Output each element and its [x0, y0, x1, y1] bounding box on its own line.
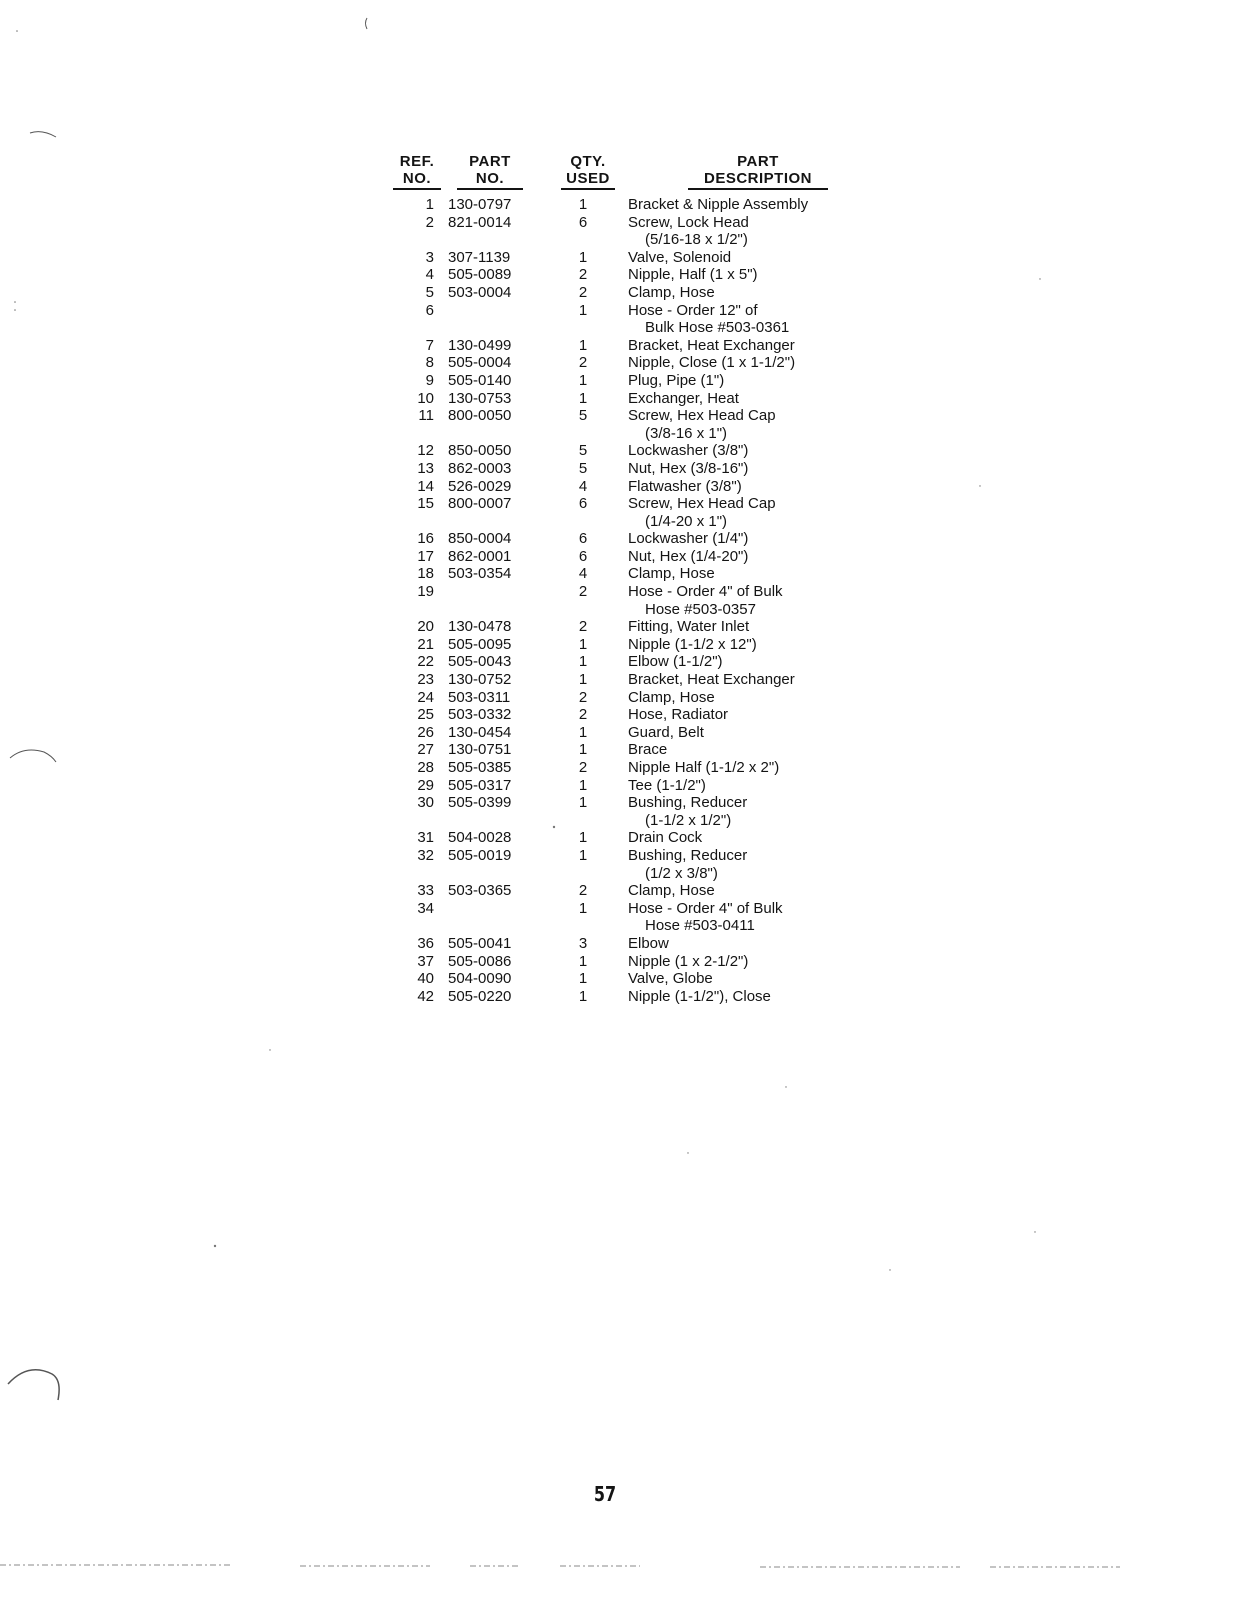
ref-no-cell: 18	[417, 565, 434, 583]
qty-used-cell: 1	[578, 987, 588, 1005]
qty-used-cell: 2	[578, 706, 588, 724]
ref-no-cell: 28	[417, 759, 434, 776]
qty-used-cell: 6	[578, 547, 588, 565]
description-cell: Bracket, Heat Exchanger	[628, 671, 795, 689]
part-no-cell: 503-0365	[448, 882, 512, 900]
part-no-cell: 505-0086	[448, 952, 512, 970]
description-cell: Nipple (1-1/2 x 12")	[628, 635, 757, 653]
description-cell: Bracket, Heat Exchanger	[628, 336, 795, 354]
description-cell: Exchanger, Heat	[628, 389, 739, 407]
table-row	[0, 988, 1252, 1006]
part-no-cell: 850-0004	[448, 530, 512, 548]
part-no-cell: 800-0007	[448, 495, 512, 513]
table-row	[0, 970, 1252, 988]
description-cell: Guard, Belt	[628, 723, 704, 741]
ref-no-cell: 31	[417, 829, 434, 847]
ref-no-cell: 16	[417, 530, 434, 548]
part-no-cell: 130-0752	[448, 671, 512, 689]
ref-no-cell: 6	[425, 301, 434, 319]
ref-no-cell: 19	[417, 583, 434, 601]
header-ref-no	[393, 153, 441, 190]
ref-no-cell: 2	[425, 213, 434, 231]
qty-used-cell: 2	[578, 354, 588, 372]
table-row	[0, 900, 1252, 935]
part-no-cell: 505-0385	[448, 759, 512, 776]
qty-used-cell: 1	[578, 336, 588, 354]
qty-used-cell: 1	[578, 899, 588, 917]
qty-used-cell: 2	[578, 283, 588, 301]
qty-used-cell: 1	[578, 653, 588, 671]
description-cell: Hose - Order 4" of Bulk	[628, 899, 783, 917]
table-row	[0, 829, 1252, 847]
ref-no-cell: 4	[425, 266, 434, 284]
ref-no-cell: 23	[417, 671, 434, 689]
header-ref-line2: NO.	[393, 170, 441, 190]
qty-used-cell: 5	[578, 459, 588, 477]
description-cell: Nipple, Half (1 x 5")	[628, 266, 758, 284]
description-continuation: Hose #503-0411	[645, 917, 755, 935]
ref-no-cell: 20	[417, 618, 434, 636]
table-row	[0, 794, 1252, 829]
description-cell: Flatwasher (3/8")	[628, 477, 742, 495]
part-no-cell: 800-0050	[448, 407, 512, 425]
header-qty-used	[561, 153, 615, 190]
header-desc-line2: DESCRIPTION	[688, 170, 828, 190]
description-cell: Elbow (1-1/2")	[628, 653, 723, 671]
ref-no-cell: 29	[417, 776, 434, 794]
description-cell: Screw, Lock Head	[628, 213, 749, 231]
ref-no-cell: 42	[417, 987, 434, 1005]
description-cell: Clamp, Hose	[628, 565, 715, 583]
table-row	[0, 653, 1252, 671]
qty-used-cell: 1	[578, 196, 588, 213]
ref-no-cell: 36	[417, 934, 434, 952]
table-row	[0, 953, 1252, 971]
table-row	[0, 354, 1252, 372]
header-qty-line2: USED	[561, 170, 615, 190]
ref-no-cell: 7	[425, 336, 434, 354]
table-row	[0, 214, 1252, 249]
qty-used-cell: 1	[578, 794, 588, 812]
qty-used-cell: 6	[578, 495, 588, 513]
ref-no-cell: 13	[417, 459, 434, 477]
description-cell: Elbow	[628, 934, 669, 952]
table-row	[0, 882, 1252, 900]
ref-no-cell: 11	[418, 407, 434, 425]
description-cell: Clamp, Hose	[628, 283, 715, 301]
description-cell: Valve, Solenoid	[628, 248, 732, 266]
qty-used-cell: 1	[578, 741, 588, 759]
table-row	[0, 390, 1252, 408]
ref-no-cell: 40	[417, 970, 434, 988]
ref-no-cell: 25	[417, 706, 434, 724]
part-no-cell: 850-0050	[448, 442, 512, 460]
table-row	[0, 706, 1252, 724]
header-part-line1: PART	[469, 153, 511, 170]
description-cell: Nut, Hex (1/4-20")	[628, 547, 749, 565]
qty-used-cell: 2	[578, 759, 588, 776]
description-cell: Hose - Order 4" of Bulk	[628, 583, 783, 601]
description-continuation: (1-1/2 x 1/2")	[645, 811, 732, 829]
description-continuation: (5/16-18 x 1/2")	[645, 231, 748, 249]
qty-used-cell: 2	[578, 266, 588, 284]
qty-used-cell: 1	[578, 389, 588, 407]
part-no-cell: 307-1139	[448, 248, 511, 266]
ref-no-cell: 1	[425, 196, 434, 213]
description-cell: Bushing, Reducer	[628, 846, 748, 864]
table-row	[0, 495, 1252, 530]
header-part-line2: NO.	[457, 170, 523, 190]
table-row	[0, 266, 1252, 284]
description-cell: Nipple (1 x 2-1/2")	[628, 952, 749, 970]
table-row	[0, 249, 1252, 267]
ref-no-cell: 9	[425, 371, 434, 389]
qty-used-cell: 1	[578, 970, 588, 988]
part-no-cell: 505-0095	[448, 635, 512, 653]
ref-no-cell: 26	[417, 723, 434, 741]
description-cell: Bracket & Nipple Assembly	[628, 196, 809, 213]
page-number: 57	[593, 1482, 617, 1506]
table-row	[0, 372, 1252, 390]
table-row	[0, 302, 1252, 337]
qty-used-cell: 4	[578, 477, 588, 495]
ref-no-cell: 14	[417, 477, 434, 495]
description-cell: Screw, Hex Head Cap	[628, 407, 776, 425]
table-row	[0, 442, 1252, 460]
ref-no-cell: 30	[417, 794, 434, 812]
description-cell: Screw, Hex Head Cap	[628, 495, 776, 513]
description-cell: Nipple Half (1-1/2 x 2")	[628, 759, 780, 776]
description-cell: Bushing, Reducer	[628, 794, 748, 812]
description-continuation: Bulk Hose #503-0361	[645, 319, 790, 337]
part-no-cell: 130-0454	[448, 723, 512, 741]
qty-used-cell: 3	[578, 934, 588, 952]
description-continuation: (1/4-20 x 1")	[645, 512, 728, 530]
table-row	[0, 284, 1252, 302]
part-no-cell: 130-0753	[448, 389, 512, 407]
table-row	[0, 724, 1252, 742]
qty-used-cell: 5	[578, 442, 588, 460]
qty-used-cell: 4	[578, 565, 588, 583]
part-no-cell: 504-0028	[448, 829, 512, 847]
description-cell: Hose - Order 12" of	[628, 301, 758, 319]
part-no-cell: 503-0354	[448, 565, 512, 583]
qty-used-cell: 6	[578, 213, 588, 231]
header-part-description	[688, 153, 828, 190]
part-no-cell: 503-0004	[448, 283, 512, 301]
description-cell: Nipple (1-1/2"), Close	[628, 987, 771, 1005]
qty-used-cell: 2	[578, 882, 588, 900]
part-no-cell: 503-0332	[448, 706, 512, 724]
qty-used-cell: 2	[578, 688, 588, 706]
part-no-cell: 505-0019	[448, 846, 512, 864]
ref-no-cell: 27	[417, 741, 434, 759]
table-row	[0, 618, 1252, 636]
part-no-cell: 504-0090	[448, 970, 512, 988]
part-no-cell: 505-0043	[448, 653, 512, 671]
ref-no-cell: 34	[417, 899, 434, 917]
table-row	[0, 583, 1252, 618]
table-row	[0, 407, 1252, 442]
qty-used-cell: 1	[578, 723, 588, 741]
description-continuation: (3/8-16 x 1")	[645, 424, 728, 442]
part-no-cell: 505-0220	[448, 987, 512, 1005]
table-row	[0, 478, 1252, 496]
table-row	[0, 741, 1252, 759]
table-row	[0, 337, 1252, 355]
description-cell: Fitting, Water Inlet	[628, 618, 750, 636]
qty-used-cell: 1	[578, 248, 588, 266]
ref-no-cell: 24	[417, 688, 434, 706]
ref-no-cell: 5	[425, 283, 434, 301]
qty-used-cell: 1	[578, 671, 588, 689]
part-no-cell: 862-0001	[448, 547, 512, 565]
ref-no-cell: 37	[417, 952, 434, 970]
header-desc-line1: PART	[737, 153, 779, 170]
ref-no-cell: 15	[417, 495, 434, 513]
qty-used-cell: 1	[578, 371, 588, 389]
table-row	[0, 530, 1252, 548]
qty-used-cell: 5	[578, 407, 588, 425]
part-no-cell: 130-0751	[448, 741, 512, 759]
ref-no-cell: 3	[425, 248, 434, 266]
header-qty-line1: QTY.	[570, 153, 606, 170]
description-cell: Drain Cock	[628, 829, 703, 847]
header-ref-line1: REF.	[399, 153, 435, 170]
part-no-cell: 130-0797	[448, 196, 512, 213]
table-row	[0, 689, 1252, 707]
description-cell: Clamp, Hose	[628, 882, 715, 900]
part-no-cell: 505-0089	[448, 266, 512, 284]
ref-no-cell: 21	[417, 635, 434, 653]
table-row	[0, 460, 1252, 478]
table-row	[0, 548, 1252, 566]
description-cell: Tee (1-1/2")	[628, 776, 706, 794]
part-no-cell: 505-0140	[448, 371, 512, 389]
part-no-cell: 505-0399	[448, 794, 512, 812]
table-row	[0, 935, 1252, 953]
ref-no-cell: 22	[417, 653, 434, 671]
table-row	[0, 196, 1252, 214]
description-cell: Hose, Radiator	[628, 706, 729, 724]
description-cell: Nut, Hex (3/8-16")	[628, 459, 749, 477]
qty-used-cell: 2	[578, 618, 588, 636]
part-no-cell: 505-0317	[448, 776, 512, 794]
table-row	[0, 565, 1252, 583]
ref-no-cell: 33	[417, 882, 434, 900]
ref-no-cell: 8	[425, 354, 434, 372]
description-continuation: Hose #503-0357	[645, 600, 756, 618]
part-no-cell: 821-0014	[448, 213, 512, 231]
table-row	[0, 759, 1252, 777]
table-row	[0, 847, 1252, 882]
description-cell: Lockwasher (3/8")	[628, 442, 749, 460]
table-row	[0, 777, 1252, 795]
qty-used-cell: 1	[578, 776, 588, 794]
qty-used-cell: 1	[578, 635, 588, 653]
qty-used-cell: 6	[578, 530, 588, 548]
part-no-cell: 503-0311	[448, 688, 511, 706]
table-row	[0, 671, 1252, 689]
header-part-no	[457, 153, 523, 190]
part-no-cell: 526-0029	[448, 477, 512, 495]
description-cell: Plug, Pipe (1")	[628, 371, 725, 389]
part-no-cell: 505-0004	[448, 354, 512, 372]
description-cell: Valve, Globe	[628, 970, 713, 988]
description-cell: Lockwasher (1/4")	[628, 530, 749, 548]
ref-no-cell: 17	[417, 547, 434, 565]
part-no-cell: 505-0041	[448, 934, 512, 952]
part-no-cell: 862-0003	[448, 459, 512, 477]
part-no-cell: 130-0478	[448, 618, 512, 636]
ref-no-cell: 32	[417, 846, 434, 864]
qty-used-cell: 1	[578, 829, 588, 847]
parts-table	[0, 196, 1252, 1005]
qty-used-cell: 1	[578, 846, 588, 864]
description-continuation: (1/2 x 3/8")	[645, 864, 718, 882]
description-cell: Clamp, Hose	[628, 688, 715, 706]
description-cell: Nipple, Close (1 x 1-1/2")	[628, 354, 796, 372]
part-no-cell: 130-0499	[448, 336, 512, 354]
ref-no-cell: 12	[417, 442, 434, 460]
description-cell: Brace	[628, 741, 668, 759]
table-row	[0, 636, 1252, 654]
ref-no-cell: 10	[417, 389, 434, 407]
qty-used-cell: 1	[578, 952, 588, 970]
qty-used-cell: 2	[578, 583, 588, 601]
qty-used-cell: 1	[578, 301, 588, 319]
